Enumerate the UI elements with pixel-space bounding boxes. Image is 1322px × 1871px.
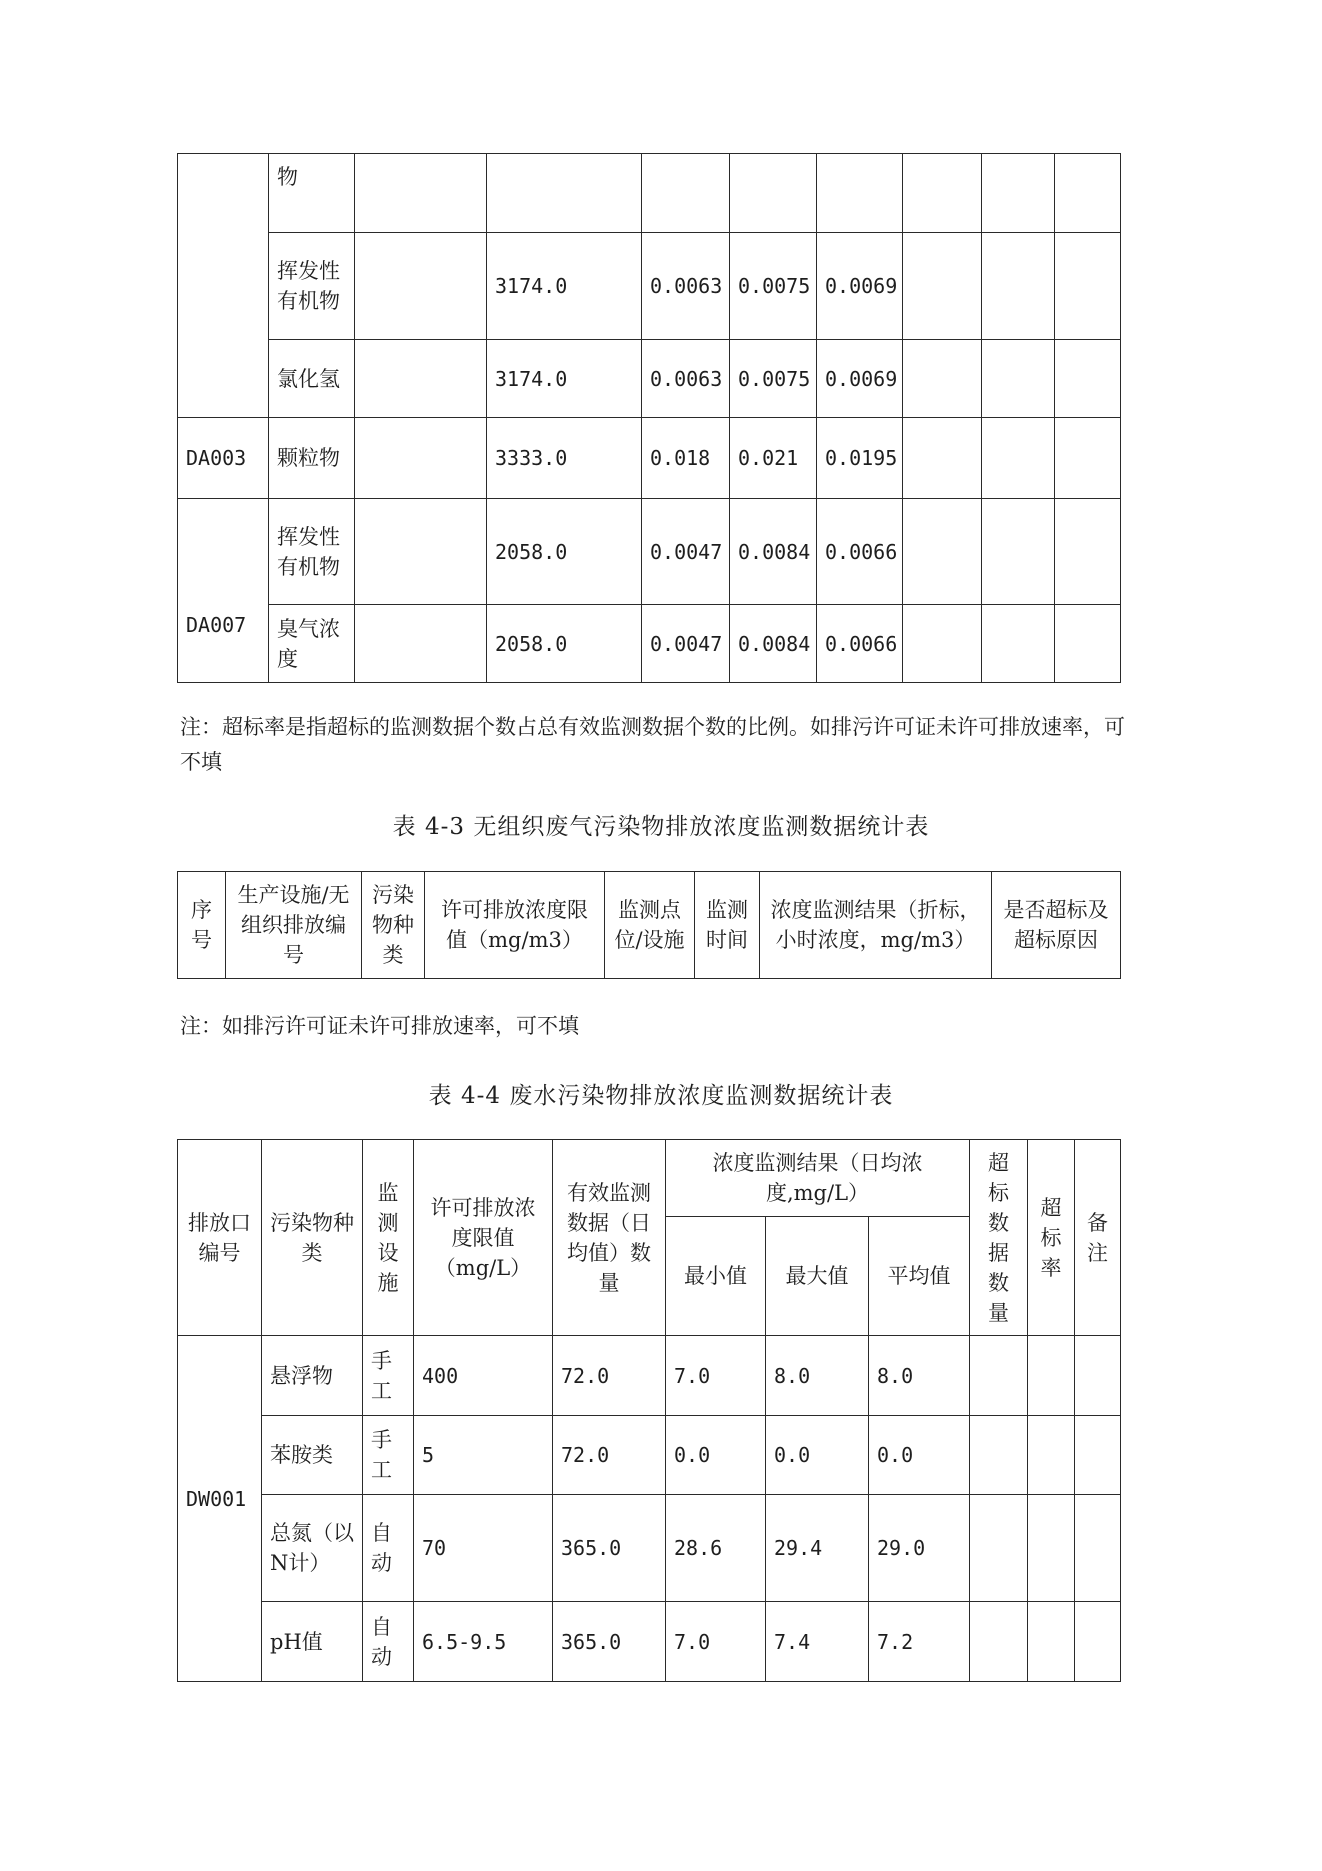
table-row xyxy=(178,340,1121,418)
min-cell: 0.0047 xyxy=(642,605,730,683)
max-cell: 0.0084 xyxy=(730,499,817,605)
pollutant-cell: 颗粒物 xyxy=(269,418,355,499)
facility-cell: 自动 xyxy=(363,1495,414,1602)
count-cell: 365.0 xyxy=(553,1495,666,1602)
table-row xyxy=(178,418,1121,499)
count-cell: 365.0 xyxy=(553,1602,666,1682)
header-pollutant: 污染物种类 xyxy=(362,872,425,979)
table-4-3-caption: 表 4-3 无组织废气污染物排放浓度监测数据统计表 xyxy=(392,814,930,840)
flow-cell: 3174.0 xyxy=(487,233,642,340)
flow-cell: 2058.0 xyxy=(487,605,642,683)
avg-cell: 0.0066 xyxy=(817,499,903,605)
header-result: 浓度监测结果（日均浓度,mg/L） xyxy=(666,1140,970,1217)
table-4-3 xyxy=(177,871,1121,979)
header-min: 最小值 xyxy=(666,1217,766,1336)
min-cell: 0.018 xyxy=(642,418,730,499)
avg-cell: 0.0069 xyxy=(817,233,903,340)
table-header-row xyxy=(178,1140,1121,1217)
header-index: 序号 xyxy=(178,872,226,979)
min-cell: 7.0 xyxy=(666,1602,766,1682)
pollutant-cell: 总氮（以N计） xyxy=(262,1495,363,1602)
avg-cell: 0.0 xyxy=(869,1416,970,1495)
max-cell: 7.4 xyxy=(766,1602,869,1682)
limit-cell: 6.5-9.5 xyxy=(414,1602,553,1682)
avg-cell: 0.0195 xyxy=(817,418,903,499)
count-cell: 72.0 xyxy=(553,1416,666,1495)
note-exceedance-rate: 注：超标率是指超标的监测数据个数占总有效监测数据个数的比例。如排污许可证未许可排放速率，可不填 xyxy=(180,715,1125,774)
avg-cell: 29.0 xyxy=(869,1495,970,1602)
avg-cell: 8.0 xyxy=(869,1336,970,1416)
header-facility: 监测设施 xyxy=(363,1140,414,1336)
table-4-4-caption: 表 4-4 废水污染物排放浓度监测数据统计表 xyxy=(428,1083,894,1109)
header-pollutant: 污染物种类 xyxy=(262,1140,363,1336)
outlet-cell: DA003 xyxy=(178,418,269,499)
pollutant-cell: pH值 xyxy=(262,1602,363,1682)
max-cell: 8.0 xyxy=(766,1336,869,1416)
table-row xyxy=(178,1495,1121,1602)
header-avg: 平均值 xyxy=(869,1217,970,1336)
header-count: 有效监测数据（日均值）数量 xyxy=(553,1140,666,1336)
pollutant-cell: 苯胺类 xyxy=(262,1416,363,1495)
pollutant-cell: 悬浮物 xyxy=(262,1336,363,1416)
flow-cell: 3174.0 xyxy=(487,340,642,418)
min-cell: 0.0 xyxy=(666,1416,766,1495)
header-max: 最大值 xyxy=(766,1217,869,1336)
limit-cell: 400 xyxy=(414,1336,553,1416)
pollutant-cell: 挥发性有机物 xyxy=(269,499,355,605)
facility-cell: 手工 xyxy=(363,1336,414,1416)
max-cell: 29.4 xyxy=(766,1495,869,1602)
table-row xyxy=(178,1336,1121,1416)
max-cell: 0.0084 xyxy=(730,605,817,683)
min-cell: 0.0047 xyxy=(642,499,730,605)
table-row xyxy=(178,605,1121,683)
max-cell: 0.0075 xyxy=(730,233,817,340)
table-4-4 xyxy=(177,1139,1121,1682)
avg-cell: 0.0069 xyxy=(817,340,903,418)
outlet-cell: DW001 xyxy=(178,1336,262,1682)
count-cell: 72.0 xyxy=(553,1336,666,1416)
max-cell: 0.0 xyxy=(766,1416,869,1495)
table-row xyxy=(178,1602,1121,1682)
table-header-row xyxy=(178,872,1121,979)
table-row xyxy=(178,233,1121,340)
max-cell: 0.0075 xyxy=(730,340,817,418)
limit-cell: 70 xyxy=(414,1495,553,1602)
header-limit: 许可排放浓度限值（mg/L） xyxy=(414,1140,553,1336)
table-row xyxy=(178,154,1121,233)
table-row xyxy=(178,499,1121,605)
header-limit: 许可排放浓度限值（mg/m3） xyxy=(425,872,605,979)
outlet-cell xyxy=(178,154,269,418)
pollutant-cell: 物 xyxy=(269,154,355,233)
avg-cell: 7.2 xyxy=(869,1602,970,1682)
header-exceed-count: 超标数据数量 xyxy=(970,1140,1028,1336)
pollutant-cell: 挥发性有机物 xyxy=(269,233,355,340)
min-cell: 7.0 xyxy=(666,1336,766,1416)
min-cell: 0.0063 xyxy=(642,233,730,340)
header-exceed: 是否超标及超标原因 xyxy=(992,872,1121,979)
pollutant-cell: 臭气浓度 xyxy=(269,605,355,683)
table-row xyxy=(178,1416,1121,1495)
header-result: 浓度监测结果（折标，小时浓度，mg/m3） xyxy=(760,872,992,979)
header-remark: 备注 xyxy=(1075,1140,1121,1336)
outlet-cell: DA007 xyxy=(178,499,269,683)
limit-cell: 5 xyxy=(414,1416,553,1495)
pollutant-cell: 氯化氢 xyxy=(269,340,355,418)
facility-cell: 手工 xyxy=(363,1416,414,1495)
avg-cell: 0.0066 xyxy=(817,605,903,683)
note-emission-rate: 注：如排污许可证未许可排放速率，可不填 xyxy=(180,1014,579,1038)
header-outlet: 排放口编号 xyxy=(178,1140,262,1336)
header-monitoring-time: 监测时间 xyxy=(695,872,760,979)
min-cell: 28.6 xyxy=(666,1495,766,1602)
header-monitoring-point: 监测点位/设施 xyxy=(605,872,695,979)
header-facility: 生产设施/无组织排放编号 xyxy=(226,872,362,979)
flow-cell: 3333.0 xyxy=(487,418,642,499)
header-exceed-rate: 超标率 xyxy=(1028,1140,1075,1336)
flow-cell: 2058.0 xyxy=(487,499,642,605)
air-emission-table-continued xyxy=(177,153,1121,683)
facility-cell: 自动 xyxy=(363,1602,414,1682)
max-cell: 0.021 xyxy=(730,418,817,499)
min-cell: 0.0063 xyxy=(642,340,730,418)
